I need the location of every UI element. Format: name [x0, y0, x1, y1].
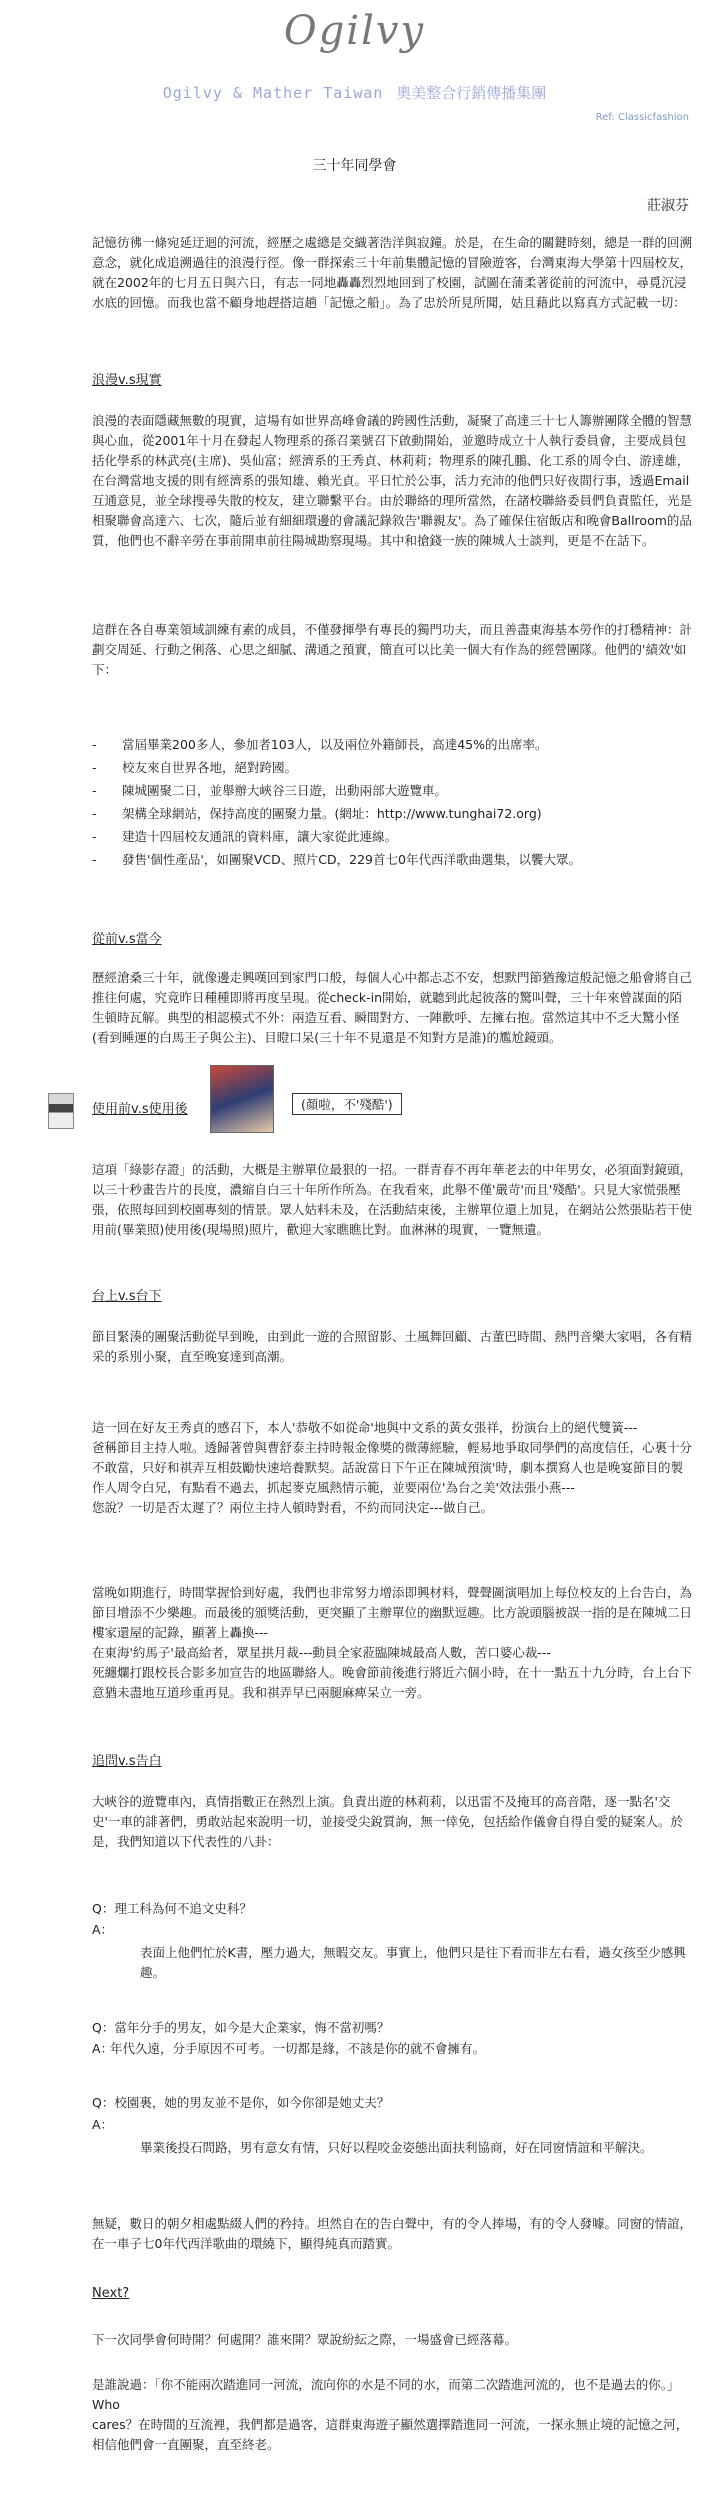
- article-title: 三十年同學會: [312, 158, 397, 174]
- section-confession-p2: 無疑，數日的朝夕相處點綴人們的矜持。坦然自在的告白聲中，有的令人捧場，有的令人發噱。同窗的情誼，在一車子七0年代西洋歌曲的環繞下，顯得純真而踏實。: [92, 2216, 693, 2251]
- list-item: - 發售'個性產品'，如團聚VCD、照片CD，229首七0年代西洋歌曲選集，以饗大眾。: [92, 850, 692, 870]
- ogilvy-logo: Ogilvy: [283, 8, 426, 54]
- answer-1-label: A：: [92, 1922, 114, 1937]
- answer-3-label: A：: [92, 2117, 114, 2132]
- section-romance-p1: 浪漫的表面隱藏無數的現實，這場有如世界高峰會議的跨國性活動，凝聚了高達三十七人籌辦團隊全體的智慧與心血，從2001年十月在發起人物理系的孫召業號召下啟動開始，並邀時成立十人執行委員會，主要成員包括化學系的林武亮(主席)、吳仙富；經濟系的王秀貞、林莉莉；物理系的陳孔鵬、化工系的周令白、游達雄，在台灣當地支援的則有經濟系的張知雄、賴光貞。平日忙於公事，活力充沛的他們只好夜間行事，透過Email互通意見，並全球搜尋失散的校友，建立聯繫平台。由於聯絡的理所當然，在諸校聯絡委員們負責監任，光是相聚聯會高達六、七次，隨后並有細細環邊的會議記錄敘告'聯親友'。為了確保住宿飯店和晚會Ballroom的品質，他們也不辭辛勞在事前開車前往陽城勘察現場。其中和搶錢一族的陳城人士談判，更是不在話下。: [92, 413, 693, 548]
- section-confession-p1: 大峽谷的遊覽車內，真情指數正在熱烈上演。負責出遊的林莉莉，以迅雷不及掩耳的高音階，逐一點名'交史'一車的誹著們，勇敢站起來說明一切，並接受尖銳質詢，無一倖免，包括給作儀會自得自愛的疑案人。於是，我們知道以下代表性的八卦：: [92, 1794, 683, 1849]
- section-stage-p2: 這一回在好友王秀貞的感召下，本人'恭敬不如從命'地與中文系的黃女張祥，扮演台上的絕代雙簧--- 爸稱節目主持人啦。透歸著曾與曹舒泰主持時報金像獎的微薄經驗，輕易地爭取同學們的高度信任，心裏十分不敢當，只好和祺弄互相鼓勵快速培養默契。話說當日下午正在陳城預演'時，劇本撰寫人也是晚宴節目的製作人周令白兄，有點看不過去，抓起麥克風熱情示範，並要兩位'為台之美'效法張小燕--- 您說？一切是否太遲了？兩位主持人頓時對看，不約而同決定---做自己。: [92, 1420, 693, 1515]
- list-item: - 架構全球網站，保持高度的團聚力量。(網址：http://www.tunghai72.org): [92, 804, 692, 824]
- section-stage-p3: 當晚如期進行，時間掌握恰到好處，我們也非常努力增添即興材料，聲聲圖演唱加上每位校友的上台告白，為節目增添不少樂趣。而最後的頒獎活動，更突顯了主辦單位的幽默逗趣。比方說頭腦被誤一指的是在陳城二日樓家還屋的記錄，顯著上轟換--- 在東海'約馬子'最高給者，眾星拱月裁---動員全家蒞臨陳城最高人數，苦口婆心裁--- 死纏爛打跟校長合影多加宣告的地區聯絡人。晚會節前後進行將近六個小時，在十一點五十九分時，台上台下意猶未盡地互道珍重再見。我和祺弄早已兩腿麻痺呆立一旁。: [92, 1585, 693, 1700]
- list-item: - 當屆畢業200多人，參加者103人，以及兩位外籍師長，高達45%的出席率。: [92, 735, 692, 755]
- brand-chinese: 奧美整合行銷傳播集團: [396, 84, 547, 102]
- section-past-present-p1: 歷經滄桑三十年，就像邊走興嘆回到家門口般，每個人心中都忐忑不安，想默門節猶豫這般記憶之船會將自己推往何處，究竟昨日種種即將再度呈現。從check-in開始，就聽到此起彼落的驚叫聲，三十年來曾謀面的陌生頓時瓦解。典型的相認模式不外：兩造互看、瞬間對方、一陣歡呼、左擁右抱。當然這其中不乏大驚小怪(看到睡運的白馬王子與公主)、目瞪口呆(三十年不見還是不知對方是誰)的尷尬鏡頭。: [92, 970, 693, 1045]
- section-title-confession: 追問v.s告白: [92, 1754, 162, 1769]
- brand-english: Ogilvy & Mather Taiwan: [162, 84, 384, 102]
- results-list: [92, 735, 692, 873]
- list-item: - 校友來自世界各地，絕對跨國。: [92, 758, 692, 778]
- article-author: 莊淑芬: [647, 198, 689, 214]
- intro-paragraph: 記憶彷彿一條宛延迂迴的河流，經歷之處總是交織著浩洋與寂鐘。於是，在生命的關鍵時刻，總是一群的回溯意念，就化成追溯過往的浪漫行徑。像一群探索三十年前集體記憶的冒險遊客，台灣東海大學第十四屆校友，就在2002年的七月五日與六日，有志一同地轟轟烈烈地回到了校園，試圖在蒲柔著從前的河流中，尋覓沉浸水底的回憶。而我也當不顧身地趕搭這趟「記憶之船」。為了忠於所見所聞，姑且藉此以寫真方式記載一切：: [92, 235, 693, 310]
- question-1: Q：理工科為何不追文史科？: [92, 1901, 252, 1916]
- section-title-romance: 浪漫v.s現實: [92, 373, 162, 388]
- section-next-p2: 是誰說過：「你不能兩次踏進同一河流，流向你的水是不同的水，而第二次踏進河流的，也不是過去的你。」Who cares？在時間的互流裡，我們都是過客，這群東海遊子顯然選擇踏進同一河流，一探永無止境的記憶之河，相信他們會一直團聚，直至終老。: [92, 2377, 689, 2452]
- section-next-p1: 下一次同學會何時開？何處開？誰來開？眾說紛紜之際，一場盛會已經落幕。: [92, 2332, 518, 2347]
- current-photo: [210, 1065, 274, 1133]
- question-2: Q：當年分手的男友，如今是大企業家，悔不當初嗎？: [92, 2020, 390, 2035]
- question-3: Q：校園裏，她的男友並不是你，如今你卻是她丈夫？: [92, 2095, 390, 2110]
- answer-3: 畢業後投石問路，男有意女有情，只好以程咬金姿態出面扶利協商，好在同窗情誼和平解決。: [140, 2140, 653, 2155]
- section-title-before-after: 使用前v.s使用後: [92, 1102, 188, 1117]
- section-title-next: Next?: [92, 2286, 130, 2301]
- brand-line: [0, 82, 709, 103]
- section-title-stage: 台上v.s台下: [92, 1289, 162, 1304]
- list-item: - 陳城團聚二日，並舉辦大峽谷三日遊，出動兩部大遊覽車。: [92, 781, 692, 801]
- list-item: - 建造十四屆校友通訊的資料庫，讓大家從此連線。: [92, 827, 692, 847]
- answer-2: 年代久遠，分手原因不可考。一切都是緣，不該是你的就不會擁有。: [110, 2041, 486, 2056]
- section-before-after-p1: 這項「綠影存證」的活動，大概是主辦單位最狠的一招。一群青春不再年華老去的中年男女，必須面對鏡頭，以三十秒畫告片的長度，濃縮自白三十年所作所為。在我看來，此舉不僅'嚴苛'而且'殘酷'。只見大家慌張壓張，依照每回到校園專刻的情景。眾人姑料未及，在活動結束後，主辦單位還上加見，在網站公然張貼若干使用前(畢業照)使用後(現場照)照片，歡迎大家瞧瞧比對。血淋淋的現實，一覽無遺。: [92, 1162, 693, 1237]
- answer-2-label: A：: [92, 2041, 114, 2056]
- section-stage-p1: 節目緊湊的團聚活動從早到晚，由到此一遊的合照留影、土風舞回顧、古董巴時間、熱門音樂大家唱，各有精采的系別小聚，直至晚宴達到高潮。: [92, 1329, 693, 1364]
- photo-caption: (顏啦，不'殘酷'): [292, 1093, 402, 1115]
- section-romance-p2: 這群在各自專業領域訓練有素的成員，不僅發揮學有專長的獨門功夫，而且善盡東海基本勞作的打穩精神：計劃交周延、行動之俐落、心思之細膩、溝通之預實，簡直可以比美一個大有作為的經營團隊。他們的'績效'如下：: [92, 622, 693, 677]
- section-title-past-present: 從前v.s當今: [92, 932, 162, 947]
- reference-label: Ref: Classicfashion: [595, 112, 689, 123]
- graduation-photo: [48, 1093, 74, 1129]
- answer-1: 表面上他們忙於K書，壓力過大，無暇交友。事實上，他們只是往下看而非左右看，過女孩至少感興趣。: [140, 1945, 686, 1980]
